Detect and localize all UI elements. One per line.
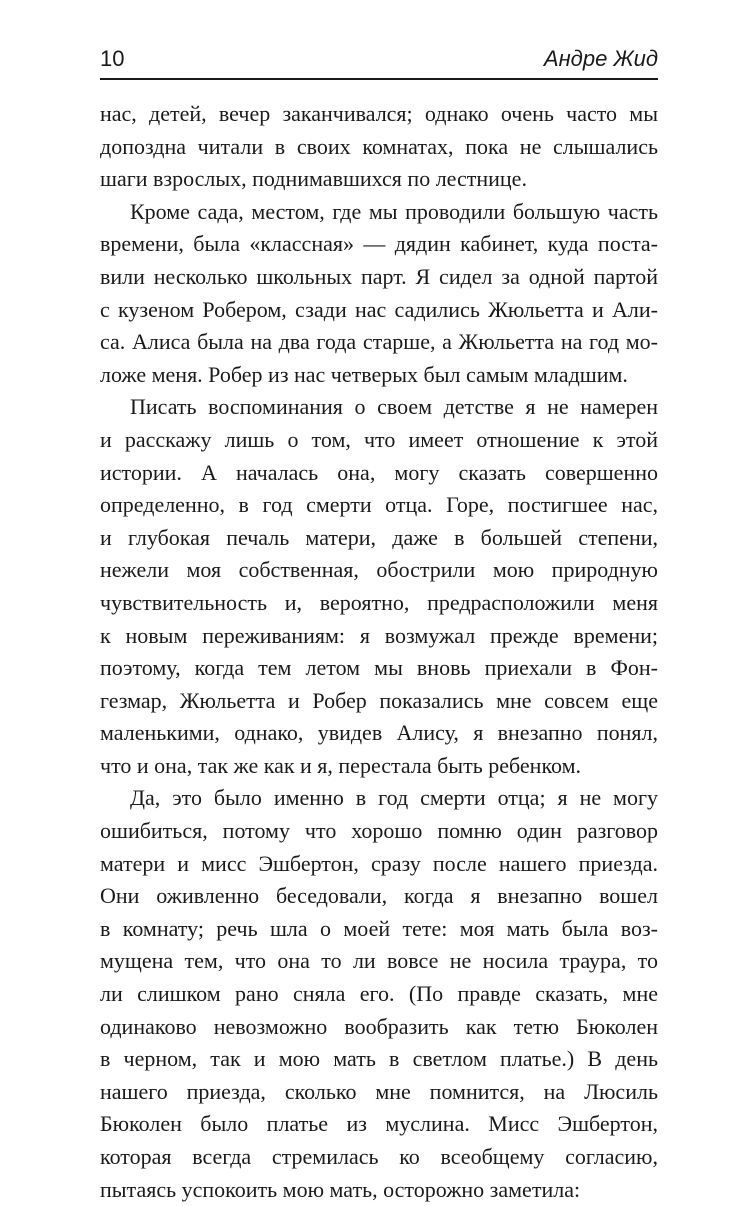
text-line: нежели моя собственная, обострили мою природную xyxy=(100,557,658,583)
paragraph xyxy=(100,391,658,782)
text-line: в черном, так и мою мать в светлом платье.) В день xyxy=(100,1046,658,1072)
text-line: что и она, так же как и я, перестала быть ребенком. xyxy=(100,752,582,778)
text-line: ошибиться, потому что хорошо помню один разговор xyxy=(100,818,658,844)
text-line: истории. А началась она, могу сказать совершенно xyxy=(100,459,658,485)
text-line: Кроме сада, местом, где мы проводили большую часть xyxy=(130,198,658,224)
text-line: нас, детей, вечер заканчивался; однако очень часто мы xyxy=(100,101,658,126)
text-line: шаги взрослых, поднимавшихся по лестнице. xyxy=(100,166,527,192)
text-line: допоздна читали в своих комнатах, пока не слышались xyxy=(100,133,658,159)
text-line: ли слишком рано сняла его. (По правде сказать, мне xyxy=(100,981,658,1007)
text-line: Бюколен было платье из муслина. Мисс Эшбертон, xyxy=(100,1111,658,1137)
text-line: Да, это было именно в год смерти отца; я не могу xyxy=(130,785,658,811)
text-line: ложе меня. Робер из нас четверых был самым младшим. xyxy=(100,361,628,387)
page-number: 10 xyxy=(100,46,125,71)
text-line: и расскажу лишь о том, что имеет отношение к этой xyxy=(100,426,658,452)
paragraph xyxy=(100,196,658,392)
text-line: пытаясь успокоить мою мать, осторожно заметила: xyxy=(100,1176,581,1202)
running-header xyxy=(100,40,658,80)
text-line: Они оживленно беседовали, когда я внезапно вошел xyxy=(100,883,658,909)
text-line: к новым переживаниям: я возмужал прежде времени; xyxy=(100,622,658,648)
text-line: времени, была «классная» — дядин кабинет, куда поста- xyxy=(100,231,658,257)
text-line: одинаково невозможно вообразить как тетю Бюколен xyxy=(100,1013,658,1039)
text-line: которая всегда стремилась ко всеобщему согласию, xyxy=(100,1144,658,1169)
text-line: матери и мисс Эшбертон, сразу после нашего приезда. xyxy=(100,850,658,876)
text-line: чувствительность и, вероятно, предрасположили меня xyxy=(100,589,658,615)
text-line: определенно, в год смерти отца. Горе, постигшее нас, xyxy=(100,492,658,518)
running-title: Андре Жид xyxy=(543,46,658,71)
paragraph xyxy=(100,98,658,196)
text-line: и глубокая печаль матери, даже в большей степени, xyxy=(100,524,658,550)
text-line: нашего приезда, сколько мне помнится, на Люсиль xyxy=(100,1078,658,1104)
text-line: мущена тем, что она то ли вовсе не носила траура, то xyxy=(100,948,658,974)
text-line: с кузеном Робером, сзади нас садились Жюльетта и Али- xyxy=(100,296,658,322)
text-line: в комнату; речь шла о моей тете: моя мать была воз- xyxy=(100,915,658,941)
header-rule xyxy=(100,78,658,80)
text-line: маленькими, однако, увидев Алису, я внезапно понял, xyxy=(100,720,658,746)
text-line: Писать воспоминания о своем детстве я не намерен xyxy=(130,394,658,420)
text-line: са. Алиса была на два года старше, а Жюльетта на год мо- xyxy=(100,329,658,355)
paragraph xyxy=(100,782,658,1206)
body-text xyxy=(100,98,658,1206)
text-line: вили несколько школьных парт. Я сидел за одной партой xyxy=(100,263,658,289)
text-line: поэтому, когда тем летом мы вновь приехали в Фон- xyxy=(100,655,658,681)
text-line: гезмар, Жюльетта и Робер показались мне совсем еще xyxy=(100,687,658,713)
